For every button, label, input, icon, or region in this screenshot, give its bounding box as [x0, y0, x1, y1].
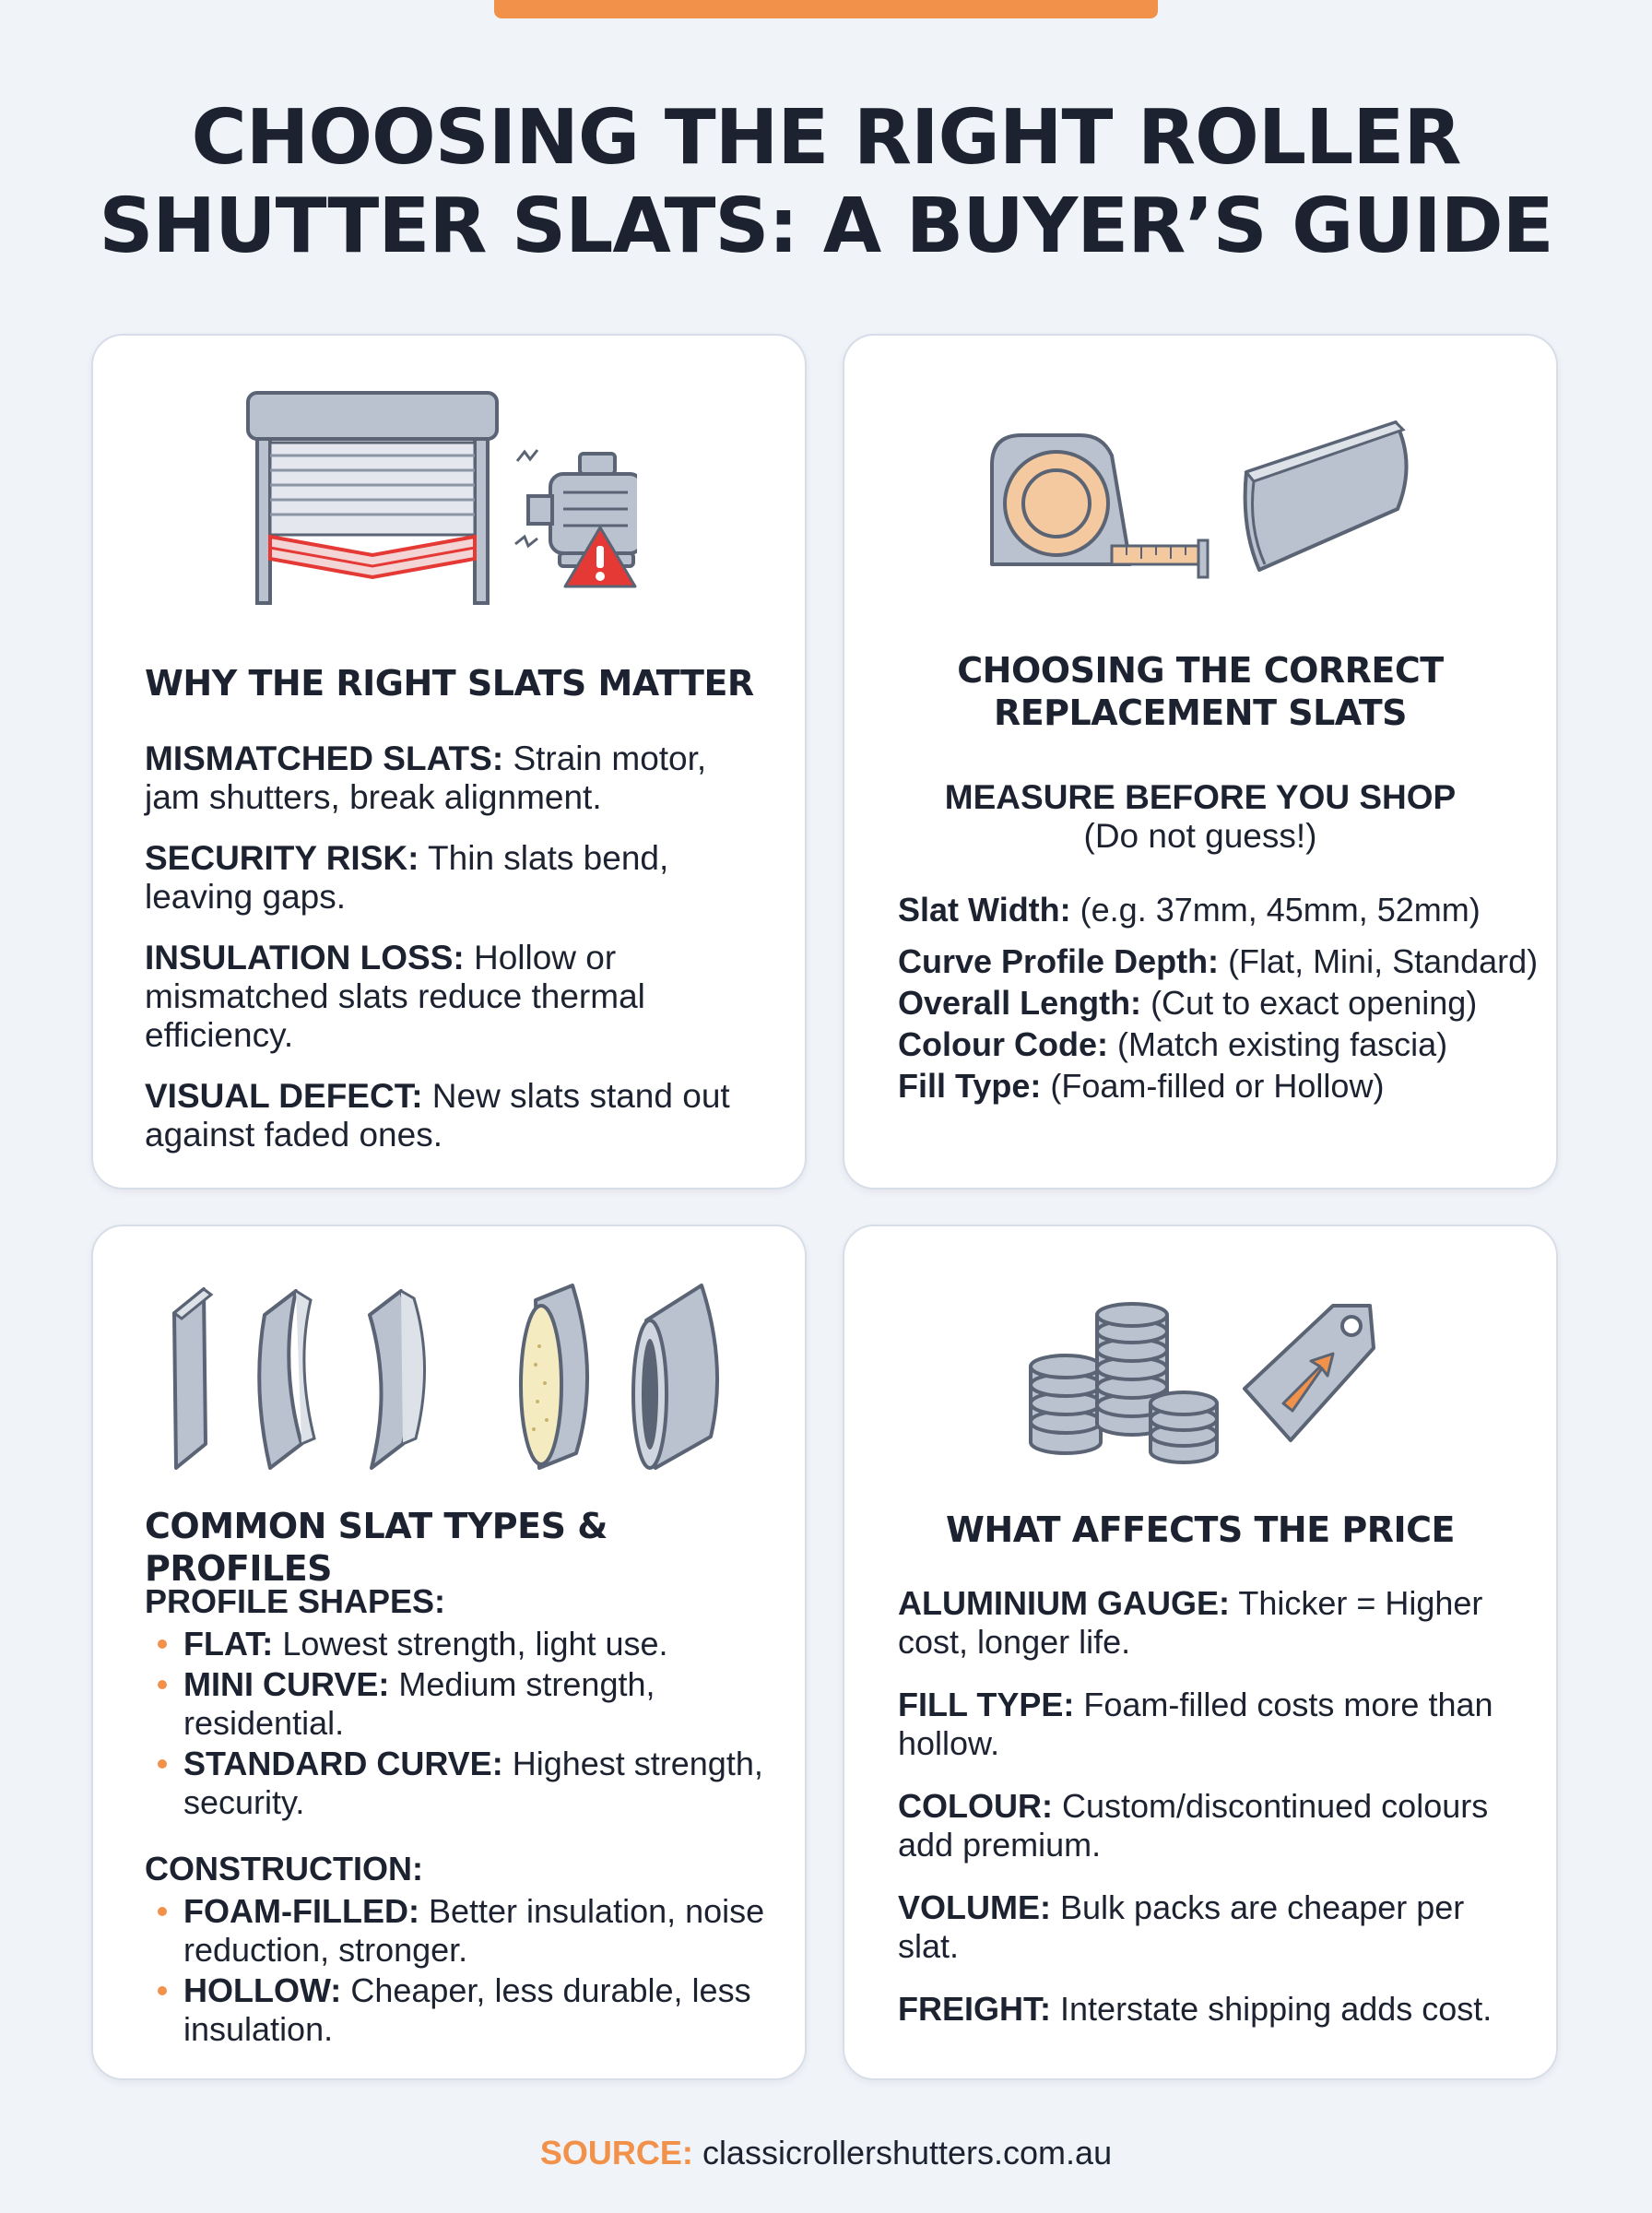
motor-icon — [515, 450, 637, 566]
price-illustration — [1029, 1302, 1379, 1468]
card1-item-insulation: INSULATION LOSS: Hollow or mismatched slats reduce thermal efficiency. — [145, 939, 645, 1054]
spec-curve-depth: Curve Profile Depth: (Flat, Mini, Standard) — [898, 942, 1539, 980]
card4-body — [898, 1584, 1525, 2051]
spec-slat-width: Slat Width: (e.g. 37mm, 45mm, 52mm) — [898, 891, 1481, 929]
flat-slat-icon — [174, 1289, 211, 1468]
card2-spec-list — [898, 891, 1543, 1108]
spec-colour-code: Colour Code: (Match existing fascia) — [898, 1025, 1448, 1063]
price-volume: VOLUME: Bulk packs are cheaper per slat. — [898, 1888, 1465, 1965]
construction-hollow: HOLLOW: Cheaper, less durable, less insulation. — [145, 1971, 772, 2049]
title-line-1: CHOOSING THE RIGHT ROLLER — [191, 94, 1461, 182]
card2-measure-block — [844, 778, 1556, 856]
mini-curve-slat-icon — [259, 1291, 314, 1468]
measure-illustration — [964, 408, 1444, 601]
card3-heading: COMMON SLAT TYPES & PROFILES — [145, 1506, 608, 1589]
profile-mini-curve: MINI CURVE: Medium strength, residential. — [145, 1665, 772, 1743]
coin-stack-icon — [1031, 1304, 1217, 1462]
roller-shutter-icon — [248, 393, 497, 603]
price-aluminium-gauge: ALUMINIUM GAUGE: Thicker = Higher cost, longer life. — [898, 1584, 1483, 1661]
price-tag-icon — [1245, 1306, 1374, 1440]
price-colour: COLOUR: Custom/discontinued colours add premium. — [898, 1787, 1489, 1864]
card-why-slats-matter — [91, 334, 807, 1189]
slat-profile-icon — [1245, 422, 1407, 570]
construction-foam: FOAM-FILLED: Better insulation, noise reduction, stronger. — [145, 1892, 772, 1970]
page-title — [0, 94, 1652, 271]
card1-body — [145, 740, 762, 1177]
source-link[interactable]: classicrollershutters.com.au — [702, 2134, 1113, 2172]
profile-shapes-list — [145, 1625, 772, 1822]
card-correct-replacement — [843, 334, 1558, 1189]
card-slat-types — [91, 1225, 807, 2080]
card3-body — [145, 1582, 772, 2077]
standard-curve-slat-icon — [370, 1291, 425, 1468]
source-label: SOURCE: — [539, 2134, 693, 2172]
title-line-2: SHUTTER SLATS: A BUYER’S GUIDE — [99, 183, 1553, 270]
measure-note: (Do not guess!) — [1083, 817, 1317, 855]
measure-subheading: MEASURE BEFORE YOU SHOP — [944, 778, 1457, 816]
hollow-slat-icon — [633, 1285, 717, 1468]
shutter-motor-illustration — [241, 389, 637, 610]
card1-item-visual: VISUAL DEFECT: New slats stand out against faded ones. — [145, 1077, 730, 1154]
card-price-factors — [843, 1225, 1558, 2080]
tape-measure-icon — [992, 435, 1208, 577]
card2-heading: CHOOSING THE CORRECT REPLACEMENT SLATS — [957, 650, 1444, 733]
spec-fill-type: Fill Type: (Foam-filled or Hollow) — [898, 1067, 1385, 1105]
card1-item-security: SECURITY RISK: Thin slats bend, leaving gaps. — [145, 839, 669, 916]
price-freight: FREIGHT: Interstate shipping adds cost. — [898, 1990, 1493, 2028]
construction-heading: CONSTRUCTION: — [145, 1850, 423, 1888]
source-credit — [0, 2134, 1652, 2172]
slat-types-illustration — [167, 1272, 757, 1475]
construction-list — [145, 1892, 772, 2049]
card1-heading: WHY THE RIGHT SLATS MATTER — [145, 663, 754, 704]
foam-filled-slat-icon — [521, 1285, 587, 1468]
profile-standard-curve: STANDARD CURVE: Highest strength, security. — [145, 1745, 772, 1822]
card1-item-mismatched: MISMATCHED SLATS: Strain motor, jam shutters, break alignment. — [145, 740, 707, 816]
top-accent-bar — [494, 0, 1158, 18]
spec-overall-length: Overall Length: (Cut to exact opening) — [898, 984, 1478, 1022]
card4-heading: WHAT AFFECTS THE PRICE — [945, 1509, 1456, 1550]
profile-shapes-heading: PROFILE SHAPES: — [145, 1582, 446, 1620]
price-fill-type: FILL TYPE: Foam-filled costs more than hollow. — [898, 1686, 1493, 1762]
profile-flat: FLAT: Lowest strength, light use. — [145, 1625, 772, 1663]
